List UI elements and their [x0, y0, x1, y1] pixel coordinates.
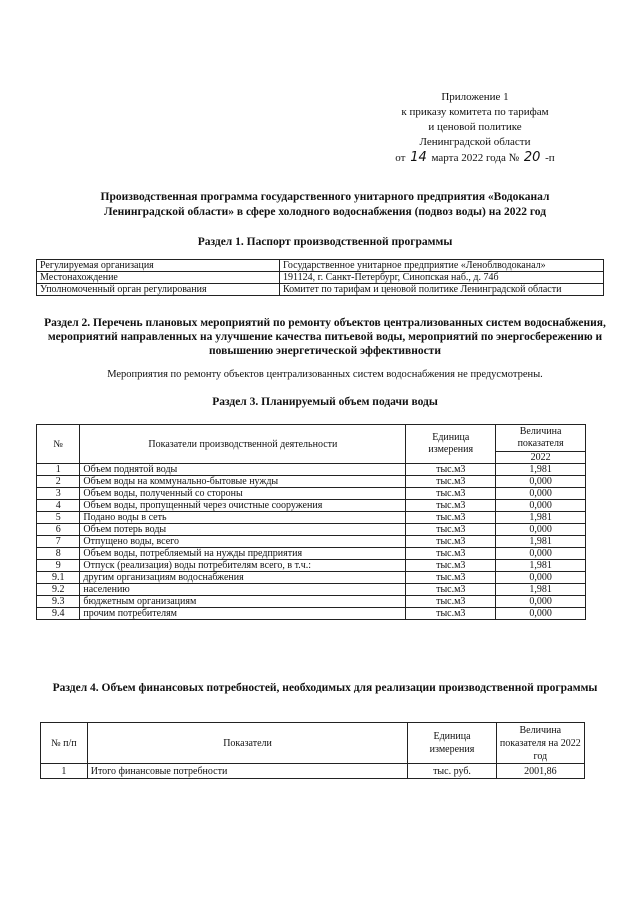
- row-indicator: населению: [80, 584, 406, 596]
- appendix-date-line: [360, 150, 590, 166]
- table-row: [37, 284, 604, 296]
- row-indicator: Объем воды, пропущенный через очистные сооружения: [80, 500, 406, 512]
- row-indicator: Отпущено воды, всего: [80, 536, 406, 548]
- table-row: [37, 536, 586, 548]
- row-indicator: Подано воды в сеть: [80, 512, 406, 524]
- handwritten-number: 20: [523, 150, 541, 165]
- row-indicator: Итого финансовые потребности: [87, 764, 408, 779]
- header-value: Величина показателя на 2022 год: [496, 723, 584, 764]
- row-unit: тыс.м3: [406, 548, 496, 560]
- header-unit: Единица измерения: [408, 723, 496, 764]
- row-value: 1,981: [496, 512, 586, 524]
- passport-value: Комитет по тарифам и ценовой политике Ленинградской области: [280, 284, 604, 296]
- row-unit: тыс.м3: [406, 524, 496, 536]
- row-num: 9: [37, 560, 80, 572]
- row-indicator: Объем воды, потребляемый на нужды предприятия: [80, 548, 406, 560]
- row-num: 5: [37, 512, 80, 524]
- row-value: 0,000: [496, 608, 586, 620]
- header-num: №: [37, 425, 80, 464]
- row-num: 1: [37, 464, 80, 476]
- row-unit: тыс.м3: [406, 572, 496, 584]
- row-indicator: прочим потребителям: [80, 608, 406, 620]
- header-value: Величина показателя: [496, 425, 586, 452]
- row-unit: тыс.м3: [406, 512, 496, 524]
- row-value: 0,000: [496, 548, 586, 560]
- row-unit: тыс.м3: [406, 488, 496, 500]
- handwritten-day: 14: [410, 150, 427, 165]
- row-unit: тыс.м3: [406, 584, 496, 596]
- passport-label: Местонахождение: [37, 272, 280, 284]
- header-unit: Единица измерения: [406, 425, 496, 464]
- table-row: [37, 512, 586, 524]
- header-indicator: Показатели производственной деятельности: [80, 425, 406, 464]
- row-num: 9.1: [37, 572, 80, 584]
- passport-label: Регулируемая организация: [37, 260, 280, 272]
- row-unit: тыс.м3: [406, 476, 496, 488]
- appendix-line-4: Ленинградской области: [419, 136, 531, 148]
- document-title: Производственная программа государственного унитарного предприятия «Водоканал Ленинградской области» в сфере холодного водоснабжения (подвоз воды) на 2022 год: [100, 191, 550, 218]
- row-num: 9.2: [37, 584, 80, 596]
- table-row: [41, 764, 585, 779]
- section-2-note: Мероприятия по ремонту объектов централизованных систем водоснабжения не предусмотрены.: [107, 369, 543, 380]
- date-middle: марта 2022 года №: [431, 152, 520, 164]
- table-row: [37, 596, 586, 608]
- table-row: [37, 260, 604, 272]
- row-value: 0,000: [496, 596, 586, 608]
- table-row: [37, 560, 586, 572]
- row-indicator: Объем воды на коммунально-бытовые нужды: [80, 476, 406, 488]
- row-indicator: Объем потерь воды: [80, 524, 406, 536]
- row-unit: тыс.м3: [406, 500, 496, 512]
- row-num: 4: [37, 500, 80, 512]
- financial-table: [40, 722, 585, 779]
- table-row: [37, 548, 586, 560]
- row-num: 9.4: [37, 608, 80, 620]
- date-suffix: -п: [545, 152, 555, 164]
- table-row: [37, 608, 586, 620]
- water-supply-table: [36, 424, 586, 620]
- row-num: 8: [37, 548, 80, 560]
- row-num: 9.3: [37, 596, 80, 608]
- appendix-header: [360, 90, 590, 166]
- section-1-heading: Раздел 1. Паспорт производственной программы: [197, 236, 453, 248]
- appendix-line-3: и ценовой политике: [428, 121, 522, 133]
- row-value: 0,000: [496, 476, 586, 488]
- row-unit: тыс.м3: [406, 464, 496, 476]
- row-num: 3: [37, 488, 80, 500]
- row-indicator: другим организациям водоснабжения: [80, 572, 406, 584]
- water-supply-body: [37, 464, 586, 620]
- row-value: 0,000: [496, 524, 586, 536]
- section-4-heading: Раздел 4. Объем финансовых потребностей, необходимых для реализации производственной программы: [52, 682, 598, 694]
- header-indicator: Показатели: [87, 723, 408, 764]
- row-num: 1: [41, 764, 88, 779]
- row-value: 1,981: [496, 464, 586, 476]
- row-num: 6: [37, 524, 80, 536]
- row-value: 0,000: [496, 500, 586, 512]
- row-value: 2001,86: [496, 764, 584, 779]
- row-value: 1,981: [496, 560, 586, 572]
- row-unit: тыс. руб.: [408, 764, 496, 779]
- row-value: 0,000: [496, 572, 586, 584]
- passport-value: 191124, г. Санкт-Петербург, Синопская наб., д. 74б: [280, 272, 604, 284]
- table-row: [37, 464, 586, 476]
- row-value: 1,981: [496, 536, 586, 548]
- table-row: [37, 500, 586, 512]
- row-indicator: Объем воды, полученный со стороны: [80, 488, 406, 500]
- table-row: [37, 488, 586, 500]
- table-header-row: [41, 723, 585, 764]
- row-value: 1,981: [496, 584, 586, 596]
- header-num: № п/п: [41, 723, 88, 764]
- table-row: [37, 572, 586, 584]
- row-value: 0,000: [496, 488, 586, 500]
- passport-label: Уполномоченный орган регулирования: [37, 284, 280, 296]
- section-2-heading: Раздел 2. Перечень плановых мероприятий по ремонту объектов централизованных систем водоснабжения, мероприятий направленных на улучшение качества питьевой воды, мероприятий по энергосбережению и повышению энергетической эффективности: [44, 317, 606, 357]
- row-unit: тыс.м3: [406, 608, 496, 620]
- row-indicator: Отпуск (реализация) воды потребителям всего, в т.ч.:: [80, 560, 406, 572]
- row-unit: тыс.м3: [406, 560, 496, 572]
- row-unit: тыс.м3: [406, 536, 496, 548]
- appendix-line-2: к приказу комитета по тарифам: [401, 106, 549, 118]
- section-3-heading: Раздел 3. Планируемый объем подачи воды: [212, 396, 438, 408]
- appendix-line-1: Приложение 1: [441, 91, 509, 103]
- row-indicator: бюджетным организациям: [80, 596, 406, 608]
- date-prefix: от: [395, 152, 406, 164]
- row-indicator: Объем поднятой воды: [80, 464, 406, 476]
- passport-table: [36, 259, 604, 296]
- table-row: [37, 524, 586, 536]
- table-header-row: [37, 425, 586, 452]
- row-num: 2: [37, 476, 80, 488]
- row-unit: тыс.м3: [406, 596, 496, 608]
- table-row: [37, 476, 586, 488]
- row-num: 7: [37, 536, 80, 548]
- header-year: 2022: [496, 452, 586, 464]
- passport-value: Государственное унитарное предприятие «Леноблводоканал»: [280, 260, 604, 272]
- table-row: [37, 584, 586, 596]
- table-row: [37, 272, 604, 284]
